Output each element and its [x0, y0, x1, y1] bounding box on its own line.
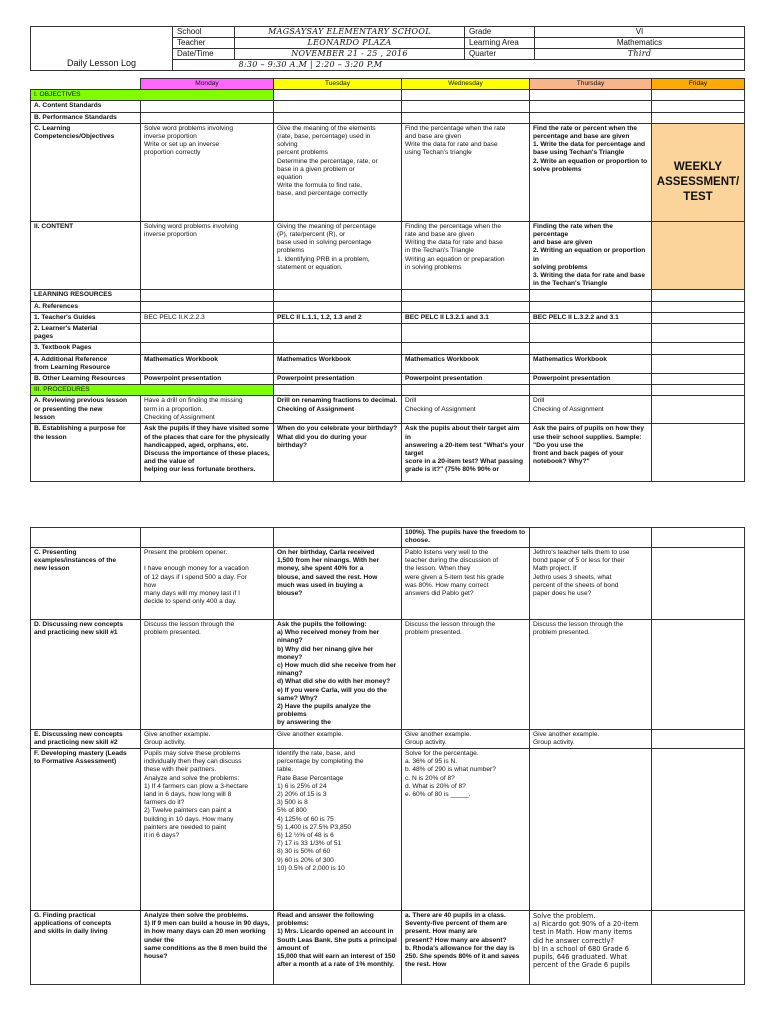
- cell-wednesday: [402, 112, 530, 123]
- row-label: B. Establishing a purpose for the lesson: [31, 424, 141, 482]
- cell-friday: [652, 620, 745, 730]
- empty-cell: [530, 90, 652, 101]
- cell-friday: [652, 548, 745, 620]
- cell-monday: Solving word problems involving inverse proportion: [141, 221, 274, 290]
- cell-wednesday: Discuss the lesson through the problem presented.: [402, 620, 530, 730]
- cell-friday: [652, 729, 745, 748]
- cell-tuesday: Identify the rate, base, and percentage by completing the table. Rate Base Percentage 1) 6 is 25% of 24 2) 20% of 15 is 3 3) 500 is 8 5% of 800 4) 125% of 60 is 75 5) 1,400 is 27.5% P3,850 6) 12 ½% of 48 is 6 7) 17 is 33 1/3% of 51 8) 30 is 50% of 60 9) 60 is 20% of 300 10) 0.5% of 2,000 is 10: [274, 749, 402, 911]
- cell-thursday: [530, 324, 652, 343]
- time-value: 8:30 – 9:30 A.M | 2:20 – 3:20 P.M: [235, 60, 465, 71]
- cell-thursday: [530, 101, 652, 112]
- school-value: MAGSAYSAY ELEMENTARY SCHOOL: [235, 27, 465, 38]
- lesson-table-page-2: [30, 527, 745, 985]
- cell-friday: [652, 749, 745, 911]
- cell-friday: [652, 301, 745, 312]
- row-label: LEARNING RESOURCES: [31, 290, 141, 301]
- cell-tuesday: Drill on renaming fractions to decimal. Checking of Assignment: [274, 396, 402, 424]
- cell-friday: [652, 354, 745, 373]
- cell-monday: Ask the pupils if they have visited some of the places that care for the physically handicapped, aged, orphans, etc. Discuss the importance of these places, and the value of helping our less fortunate brothers.: [141, 424, 274, 482]
- row-blank: [31, 528, 745, 548]
- cell-tuesday: Powerpoint presentation: [274, 374, 402, 385]
- cell-thursday: [530, 749, 652, 911]
- row-e-discussing-new-concepts-and-practicing: [31, 729, 745, 748]
- row-label: B. Performance Standards: [31, 112, 141, 123]
- cell-friday: [652, 324, 745, 343]
- row-label: 1. Teacher's Guides: [31, 312, 141, 323]
- cell-tuesday: Giving the meaning of percentage (P), rate/percent (R), or base used in solving percentage problems 1. Identifying PRB in a problem, statement or equation.: [274, 221, 402, 290]
- cell-wednesday: [402, 101, 530, 112]
- row-label: A. References: [31, 301, 141, 312]
- row-a-references: [31, 301, 745, 312]
- cell-monday: Pupils may solve these problems individually then they can discuss these with their partners. Analyze and solve the problems: 1) If 4 farmers can plow a 3-hectare land in 6 days, how long will 8 farmers do it? 2) Twelve painters can paint a building in 10 days. How many painters are needed to paint it in 6 days?: [141, 749, 274, 911]
- empty-cell: [652, 90, 745, 101]
- log-title: Daily Lesson Log: [31, 27, 173, 71]
- lesson-log-header: [30, 26, 745, 71]
- school-label: School: [173, 27, 235, 38]
- cell-thursday: Discuss the lesson through the problem presented.: [530, 620, 652, 730]
- row-label: G. Finding practical applications of concepts and skills in daily living: [31, 911, 141, 985]
- cell-monday: [141, 290, 274, 301]
- teacher-value: LEONARDO PLAZA: [235, 38, 465, 49]
- row-b-performance-standards: [31, 112, 745, 123]
- cell-tuesday: [274, 290, 402, 301]
- row-label: C. Learning Competencies/Objectives: [31, 123, 141, 221]
- cell-wednesday: [402, 324, 530, 343]
- quarter-value: Third: [535, 49, 745, 60]
- cell-wednesday: BEC PELC II L3.2.1 and 3.1: [402, 312, 530, 323]
- cell-wednesday: [402, 343, 530, 354]
- row-b-other-learning-resources: [31, 374, 745, 385]
- cell-thursday: Powerpoint presentation: [530, 374, 652, 385]
- empty-cell: [402, 90, 530, 101]
- empty-cell: [530, 385, 652, 396]
- row-label: 4. Additional Reference from Learning Resource: [31, 354, 141, 373]
- date-value: NOVEMBER 21 - 25 , 2016: [235, 49, 465, 60]
- cell-friday: [652, 343, 745, 354]
- cell-thursday: BEC PELC II L.3.2.2 and 3.1: [530, 312, 652, 323]
- lesson-table-page-1: [30, 78, 745, 482]
- weekly-assessment-cell: WEEKLY ASSESSMENT/ TEST: [652, 123, 745, 221]
- day-header-monday: Monday: [141, 79, 274, 90]
- cell-friday: [652, 112, 745, 123]
- cell-monday: BEC PELC II.K.2.2.3: [141, 312, 274, 323]
- area-value: Mathematics: [535, 38, 745, 49]
- row-label: B. Other Learning Resources: [31, 374, 141, 385]
- date-label: Date/Time: [173, 49, 235, 60]
- row-label: II. CONTENT: [31, 221, 141, 290]
- cell-thursday: [530, 343, 652, 354]
- cell-friday: [652, 528, 745, 548]
- cell-tuesday: When do you celebrate your birthday? What did you do during your birthday?: [274, 424, 402, 482]
- cell-monday: Solve word problems involving inverse proportion Write or set up an inverse proportion correctly: [141, 123, 274, 221]
- cell-tuesday: [274, 324, 402, 343]
- cell-friday: [652, 101, 745, 112]
- cell-wednesday: [402, 301, 530, 312]
- cell-wednesday: Give another example. Group activity.: [402, 729, 530, 748]
- row-label: E. Discussing new concepts and practicing new skill #2: [31, 729, 141, 748]
- cell-thursday: [530, 528, 652, 548]
- row-ii-content: [31, 221, 745, 290]
- cell-wednesday: 100%). The pupils have the freedom to choose.: [402, 528, 530, 548]
- row-d-discussing-new-concepts-and-practicing: [31, 620, 745, 730]
- page-2: [30, 527, 745, 985]
- row-i-objectives: [31, 90, 745, 101]
- row-label: F. Developing mastery (Leads to Formative Assessment): [31, 749, 141, 911]
- quarter-label: Quarter: [465, 49, 535, 60]
- cell-tuesday: Read and answer the following problems: 1) Mrs. Licardo opened an account in South Leas Bank. She puts a principal amount of 15,000 that will earn an interest of 150 after a month at a rate of 1% monthly.: [274, 911, 402, 985]
- cell-thursday: [530, 112, 652, 123]
- row-label: I. OBJECTIVES: [31, 90, 274, 101]
- cell-monday: [141, 301, 274, 312]
- row-label: [31, 528, 141, 548]
- day-header-tuesday: Tuesday: [274, 79, 402, 90]
- row-3-textbook-pages: [31, 343, 745, 354]
- row-a-content-standards: [31, 101, 745, 112]
- row-learning-resources: [31, 290, 745, 301]
- empty-cell: [274, 90, 402, 101]
- cell-monday: [141, 112, 274, 123]
- row-a-reviewing-previous-lesson-or-presentin: [31, 396, 745, 424]
- cell-monday: Have a drill on finding the missing term in a proportion. Checking of Assignment: [141, 396, 274, 424]
- cell-tuesday: [274, 301, 402, 312]
- row-label: A. Content Standards: [31, 101, 141, 112]
- row-label: III. PROCEDURES: [31, 385, 274, 396]
- cell-monday: Give another example. Group activity.: [141, 729, 274, 748]
- row-label: D. Discussing new concepts and practicing new skill #1: [31, 620, 141, 730]
- cell-tuesday: PELC II L.1.1, 1.2, 1.3 and 2: [274, 312, 402, 323]
- cell-tuesday: [274, 101, 402, 112]
- cell-tuesday: Give the meaning of the elements (rate, base, percentage) used in solving percent problems Determine the percentage, rate, or base in a given problem or equation Write the formula to find rate, base, and percentage correctly: [274, 123, 402, 221]
- cell-monday: Mathematics Workbook: [141, 354, 274, 373]
- cell-monday: [141, 324, 274, 343]
- cell-monday: Analyze then solve the problems. 1) If 9 men can build a house in 90 days, in how many days can 20 men working under the same conditions as the 8 men build the house?: [141, 911, 274, 985]
- page-1: [30, 26, 745, 482]
- cell-friday: [652, 374, 745, 385]
- cell-wednesday: Solve for the percentage. a. 36% of 95 is N. b. 48% of 290 is what number? c. N is 20% of 8? d. What is 20% of 8? e. 60% of 80 is _____.: [402, 749, 530, 911]
- row-b-establishing-a-purpose-for-the-lesson: [31, 424, 745, 482]
- row-2-learner-s-material-pages: [31, 324, 745, 343]
- row-g-finding-practical-applications-of-conc: [31, 911, 745, 985]
- row-c-learning-competencies-objectives: [31, 123, 745, 221]
- cell-wednesday: [402, 290, 530, 301]
- cell-friday: [652, 290, 745, 301]
- row-4-additional-reference-from-learning-res: [31, 354, 745, 373]
- teacher-label: Teacher: [173, 38, 235, 49]
- day-header-thursday: Thursday: [530, 79, 652, 90]
- cell-monday: [141, 528, 274, 548]
- cell-thursday: Ask the pairs of pupils on how they use their school supplies. Sample: "Do you use the front and back pages of your notebook? Why?": [530, 424, 652, 482]
- cell-friday: [652, 396, 745, 424]
- cell-friday: [652, 911, 745, 985]
- grade-label: Grade: [465, 27, 535, 38]
- empty-cell: [402, 385, 530, 396]
- empty-cell: [274, 385, 402, 396]
- cell-wednesday: a. There are 40 pupils in a class. Seventy-five percent of them are present. How many are present? How many are absent? b. Rhoda's allowance for the day is 250. She spends 80% of it and saves the rest. How: [402, 911, 530, 985]
- cell-thursday: [530, 301, 652, 312]
- row-label: C. Presenting examples/instances of the new lesson: [31, 548, 141, 620]
- cell-wednesday: Find the percentage when the rate and base are given Write the data for rate and base using Techan's triangle: [402, 123, 530, 221]
- cell-tuesday: [274, 528, 402, 548]
- grade-value: VI: [535, 27, 745, 38]
- cell-friday: [652, 221, 745, 290]
- cell-wednesday: Powerpoint presentation: [402, 374, 530, 385]
- cell-wednesday: Mathematics Workbook: [402, 354, 530, 373]
- cell-wednesday: Finding the percentage when the rate and base are given Writing the data for rate and base in the Techan's Triangle Writing an equation or preparation in solving problems: [402, 221, 530, 290]
- cell-monday: [141, 101, 274, 112]
- cell-thursday: Jethro's teacher tells them to use bond paper of 5 or less for their Math project. If Jethro uses 3 sheets, what percent of the sheets of bond paper does he use?: [530, 548, 652, 620]
- row-1-teacher-s-guides: [31, 312, 745, 323]
- cell-tuesday: [274, 343, 402, 354]
- row-label: 2. Learner's Material pages: [31, 324, 141, 343]
- cell-wednesday: Drill Checking of Assignment: [402, 396, 530, 424]
- cell-wednesday: Ask the pupils about their target aim in answering a 20-item test "What's your target score in a 20-item test? What passing grade is it?" (75% 80% 90% or: [402, 424, 530, 482]
- cell-tuesday: Mathematics Workbook: [274, 354, 402, 373]
- area-label: Learning Area: [465, 38, 535, 49]
- cell-tuesday: Give another example.: [274, 729, 402, 748]
- cell-monday: Discuss the lesson through the problem presented.: [141, 620, 274, 730]
- cell-monday: [141, 343, 274, 354]
- cell-monday: Present the problem opener. I have enough money for a vacation of 12 days if I spend 500 a day. For how many days will my money last if I decide to spend only 400 a day.: [141, 548, 274, 620]
- cell-thursday: Give another example. Group activity.: [530, 729, 652, 748]
- cell-tuesday: [274, 112, 402, 123]
- row-f-developing-mastery-leads-to-formative-: [31, 749, 745, 911]
- cell-friday: [652, 424, 745, 482]
- cell-thursday: Find the rate or percent when the percentage and base are given 1. Write the data for percentage and base using Techan's Triangle 2. Write an equation or proportion to solve problems: [530, 123, 652, 221]
- cell-thursday: Solve the problem. a) Ricardo got 90% of a 20-item test in Math. How many items did he answer correctly? b) In a school of 680 Grade 6 pupils, 646 graduated. What percent of the Grade 6 pupils: [530, 911, 652, 985]
- cell-tuesday: Ask the pupils the following: a) Who received money from her ninang? b) Why did her ninang give her money? c) How much did she receive from her ninang? d) What did she do with her money? e) If you were Carla, will you do the same? Why? 2) Have the pupils analyze the problems by answering the: [274, 620, 402, 730]
- day-header-friday: Friday: [652, 79, 745, 90]
- empty-cell: [652, 385, 745, 396]
- row-iii-procedures: [31, 385, 745, 396]
- row-c-presenting-examples-instances-of-the-n: [31, 548, 745, 620]
- row-label: 3. Textbook Pages: [31, 343, 141, 354]
- row-label: A. Reviewing previous lesson or presenting the new lesson: [31, 396, 141, 424]
- cell-friday: [652, 312, 745, 323]
- cell-wednesday: Pablo listens very well to the teacher during the discussion of the lesson. When they were given a 5-item test his grade was 80%. How many correct answers did Pablo get?: [402, 548, 530, 620]
- cell-thursday: Mathematics Workbook: [530, 354, 652, 373]
- cell-monday: Powerpoint presentation: [141, 374, 274, 385]
- cell-tuesday: On her birthday, Carla received 1,500 from her ninangs. With her money, she spent 40% for a blouse, and saved the rest. How much was used in buying a blouse?: [274, 548, 402, 620]
- cell-thursday: [530, 290, 652, 301]
- cell-thursday: Finding the rate when the percentage and base are given 2. Writing an equation or proportion in solving problems 3. Writing the data for rate and base in the Techan's Triangle: [530, 221, 652, 290]
- day-header-wednesday: Wednesday: [402, 79, 530, 90]
- cell-thursday: Drill Checking of Assignment: [530, 396, 652, 424]
